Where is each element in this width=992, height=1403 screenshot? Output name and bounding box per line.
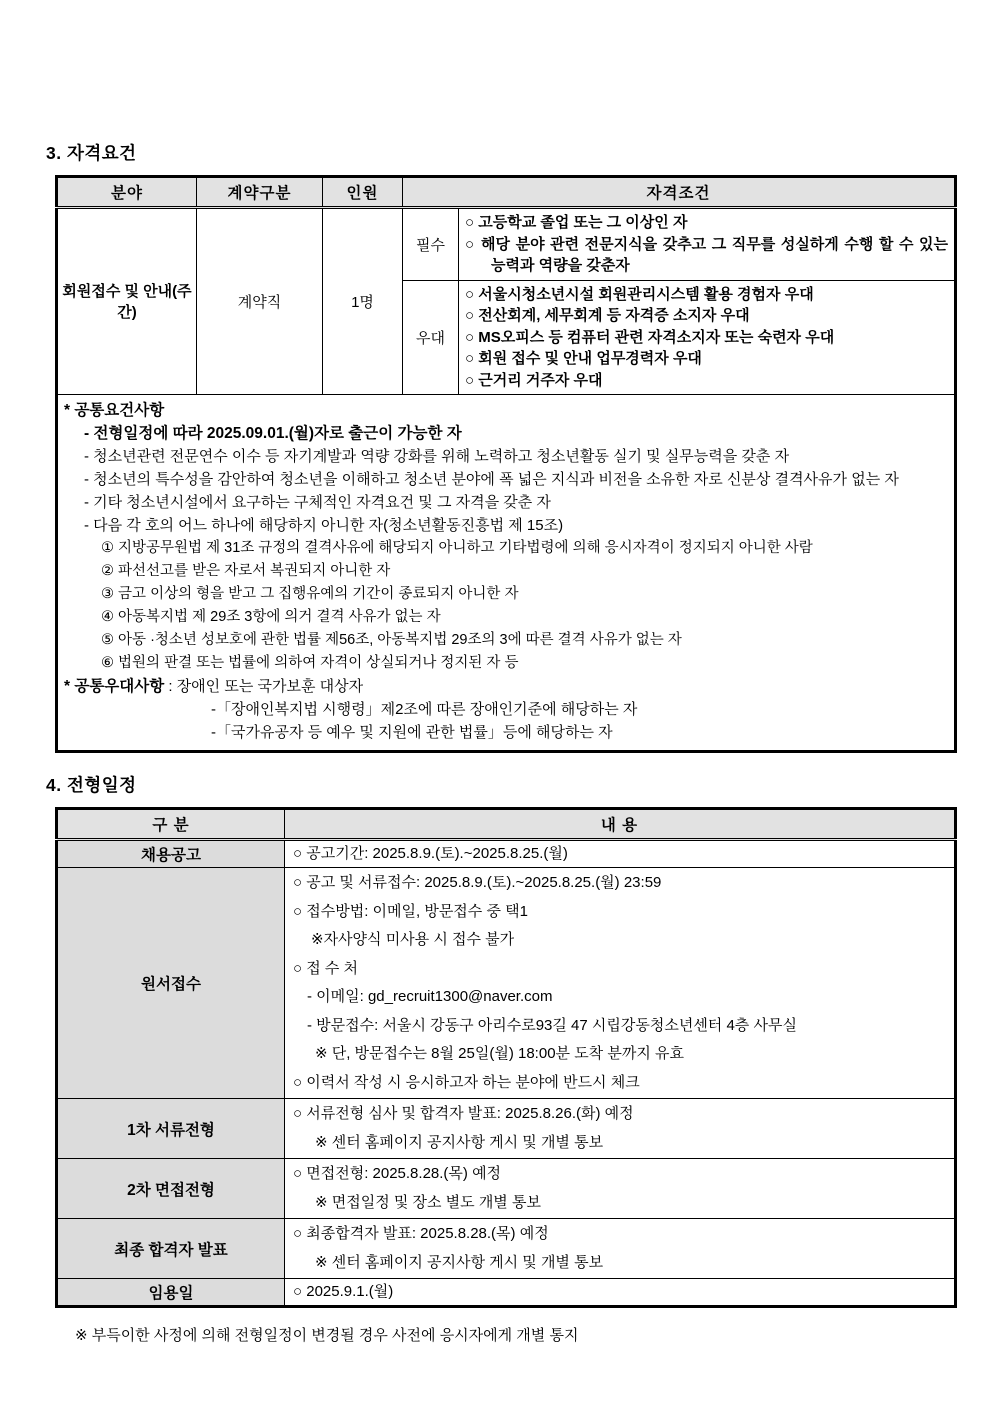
- schedule-label: 1차 서류전형: [57, 1099, 285, 1159]
- schedule-content: [285, 1099, 956, 1159]
- schedule-row-interview: [57, 1159, 956, 1219]
- disqualification-item: ④ 아동복지법 제 29조 3항에 의거 결격 사유가 없는 자: [101, 609, 441, 625]
- schedule-line: ○ 접 수 처: [293, 959, 359, 977]
- preferred-item: ○ 회원 접수 및 안내 업무경력자 우대: [465, 350, 702, 367]
- common-preference-text: : 장애인 또는 국가보훈 대상자: [168, 678, 364, 695]
- schedule-line: ※자사양식 미사용 시 접수 불가: [311, 931, 515, 948]
- common-preference-title-line: [64, 675, 946, 698]
- schedule-row-final-result: [57, 1219, 956, 1279]
- qualification-table-header: [57, 177, 956, 208]
- common-requirements-row: [57, 395, 956, 752]
- schedule-line: ○ 이력서 작성 시 응시하고자 하는 분야에 반드시 체크: [293, 1073, 640, 1091]
- preferred-item: ○ 근거리 거주자 우대: [465, 371, 603, 389]
- schedule-line: ※ 단, 방문접수는 8월 25일(월) 18:00분 도착 분까지 유효: [315, 1045, 684, 1062]
- field-cell: 회원접수 및 안내(주간): [57, 208, 197, 395]
- common-requirements-title: * 공통요건사항: [64, 402, 165, 419]
- common-requirement-item: - 기타 청소년시설에서 요구하는 구체적인 자격요건 및 그 자격을 갖춘 자: [84, 494, 551, 511]
- schedule-line: ○ 최종합격자 발표: 2025.8.28.(목) 예정: [293, 1225, 549, 1242]
- schedule-line: ※ 센터 홈페이지 공지사항 게시 및 개별 통보: [315, 1133, 604, 1151]
- contract-cell: 계약직: [197, 208, 323, 395]
- schedule-content: [285, 868, 956, 1099]
- schedule-table-header: [57, 809, 956, 840]
- schedule-row-document-screening: [57, 1099, 956, 1159]
- schedule-line: ○ 공고 및 서류접수: 2025.8.9.(토).~2025.8.25.(월) 23:59: [293, 874, 662, 891]
- schedule-content: [285, 840, 956, 868]
- common-requirement-item: - 청소년관련 전문연수 이수 등 자기계발과 역량 강화를 위해 노력하고 청소년활동 실기 및 실무능력을 갖춘 자: [84, 448, 790, 465]
- common-preference-title: * 공통우대사항: [64, 678, 165, 695]
- schedule-content: [285, 1159, 956, 1219]
- preferred-label-cell: 우대: [403, 280, 459, 395]
- schedule-table: [55, 807, 957, 1308]
- section-qualification-title: 3. 자격요건: [46, 143, 137, 163]
- required-item: ○ 고등학교 졸업 또는 그 이상인 자: [465, 214, 688, 231]
- schedule-line: ○ 2025.9.1.(월): [293, 1283, 394, 1300]
- required-label-cell: 필수: [403, 208, 459, 281]
- disqualification-item: ③ 금고 이상의 형을 받고 그 집행유예의 기간이 종료되지 아니한 자: [101, 586, 519, 602]
- schedule-line: ※ 면접일정 및 장소 별도 개별 통보: [315, 1193, 541, 1211]
- common-requirements-cell: [57, 395, 956, 752]
- disqualification-item: ⑥ 법원의 판결 또는 법률에 의하여 자격이 상실되거나 정지된 자 등: [101, 655, 519, 671]
- common-requirement-item: - 다음 각 호의 어느 하나에 해당하지 아니한 자(청소년활동진흥법 제 15조): [84, 517, 564, 534]
- common-preference-item: -「장애인복지법 시행령」제2조에 따른 장애인기준에 해당하는 자: [211, 701, 638, 718]
- schedule-row-appointment: [57, 1279, 956, 1307]
- col-header-condition: 자격조건: [403, 177, 956, 208]
- schedule-line: ○ 면접전형: 2025.8.28.(목) 예정: [293, 1165, 502, 1182]
- schedule-row-announcement: [57, 840, 956, 868]
- required-conditions-cell: [459, 208, 956, 281]
- schedule-label: 최종 합격자 발표: [57, 1219, 285, 1279]
- preferred-item: ○ 서울시청소년시설 회원관리시스템 활용 경험자 우대: [465, 285, 814, 303]
- disqualification-item: ② 파선선고를 받은 자로서 복권되지 아니한 자: [101, 563, 391, 579]
- schedule-row-application: [57, 868, 956, 1099]
- document-page: [46, 0, 957, 1345]
- schedule-line: ※ 센터 홈페이지 공지사항 게시 및 개별 통보: [315, 1253, 604, 1271]
- qualification-row-required: [57, 208, 956, 281]
- col-header-field: 분야: [57, 177, 197, 208]
- schedule-label: 채용공고: [57, 840, 285, 868]
- disqualification-item: ⑤ 아동 ·청소년 성보호에 관한 법률 제56조, 아동복지법 29조의 3에 따른 결격 사유가 없는 자: [101, 632, 682, 648]
- schedule-content: [285, 1279, 956, 1307]
- common-preference-item: -「국가유공자 등 예우 및 지원에 관한 법률」등에 해당하는 자: [211, 724, 613, 741]
- schedule-content: [285, 1219, 956, 1279]
- schedule-line: ○ 서류전형 심사 및 합격자 발표: 2025.8.26.(화) 예정: [293, 1105, 634, 1122]
- schedule-label: 원서접수: [57, 868, 285, 1099]
- schedule-line: ○ 공고기간: 2025.8.9.(토).~2025.8.25.(월): [293, 845, 568, 862]
- count-cell: 1명: [323, 208, 403, 395]
- schedule-line-visit: - 방문접수: 서울시 강동구 아리수로93길 47 시립강동청소년센터 4층 사무실: [307, 1016, 797, 1034]
- col-header-content: 내 용: [285, 809, 956, 840]
- schedule-label: 2차 면접전형: [57, 1159, 285, 1219]
- preferred-item: ○ MS오피스 등 컴퓨터 관련 자격소지자 또는 숙련자 우대: [465, 328, 835, 346]
- section-schedule-title: 4. 전형일정: [46, 775, 137, 795]
- col-header-count: 인원: [323, 177, 403, 208]
- common-requirement-item: - 청소년의 특수성을 감안하여 청소년을 이해하고 청소년 분야에 폭 넓은 지식과 비전을 소유한 자로 신분상 결격사유가 없는 자: [84, 471, 899, 488]
- schedule-change-note: ※ 부득이한 사정에 의해 전형일정이 변경될 경우 사전에 응시자에게 개별 통지: [75, 1327, 579, 1344]
- schedule-line-email: - 이메일: gd_recruit1300@naver.com: [307, 988, 553, 1005]
- schedule-line: ○ 접수방법: 이메일, 방문접수 중 택1: [293, 902, 528, 920]
- preferred-item: ○ 전산회계, 세무회계 등 자격증 소지자 우대: [465, 307, 750, 324]
- disqualification-item: ① 지방공무원법 제 31조 규정의 결격사유에 해당되지 아니하고 기타법령에 의해 응시자격이 정지되지 아니한 사람: [101, 540, 813, 556]
- common-requirement-item: - 전형일정에 따라 2025.09.01.(월)자로 출근이 가능한 자: [84, 425, 462, 442]
- col-header-contract: 계약구분: [197, 177, 323, 208]
- schedule-label: 임용일: [57, 1279, 285, 1307]
- preferred-conditions-cell: [459, 280, 956, 395]
- required-item: ○ 해당 분야 관련 전문지식을 갖추고 그 직무를 성실하게 수행 할 수 있는 능력과 역량을 갖춘자: [465, 235, 948, 274]
- qualification-table: [55, 175, 957, 753]
- col-header-category: 구 분: [57, 809, 285, 840]
